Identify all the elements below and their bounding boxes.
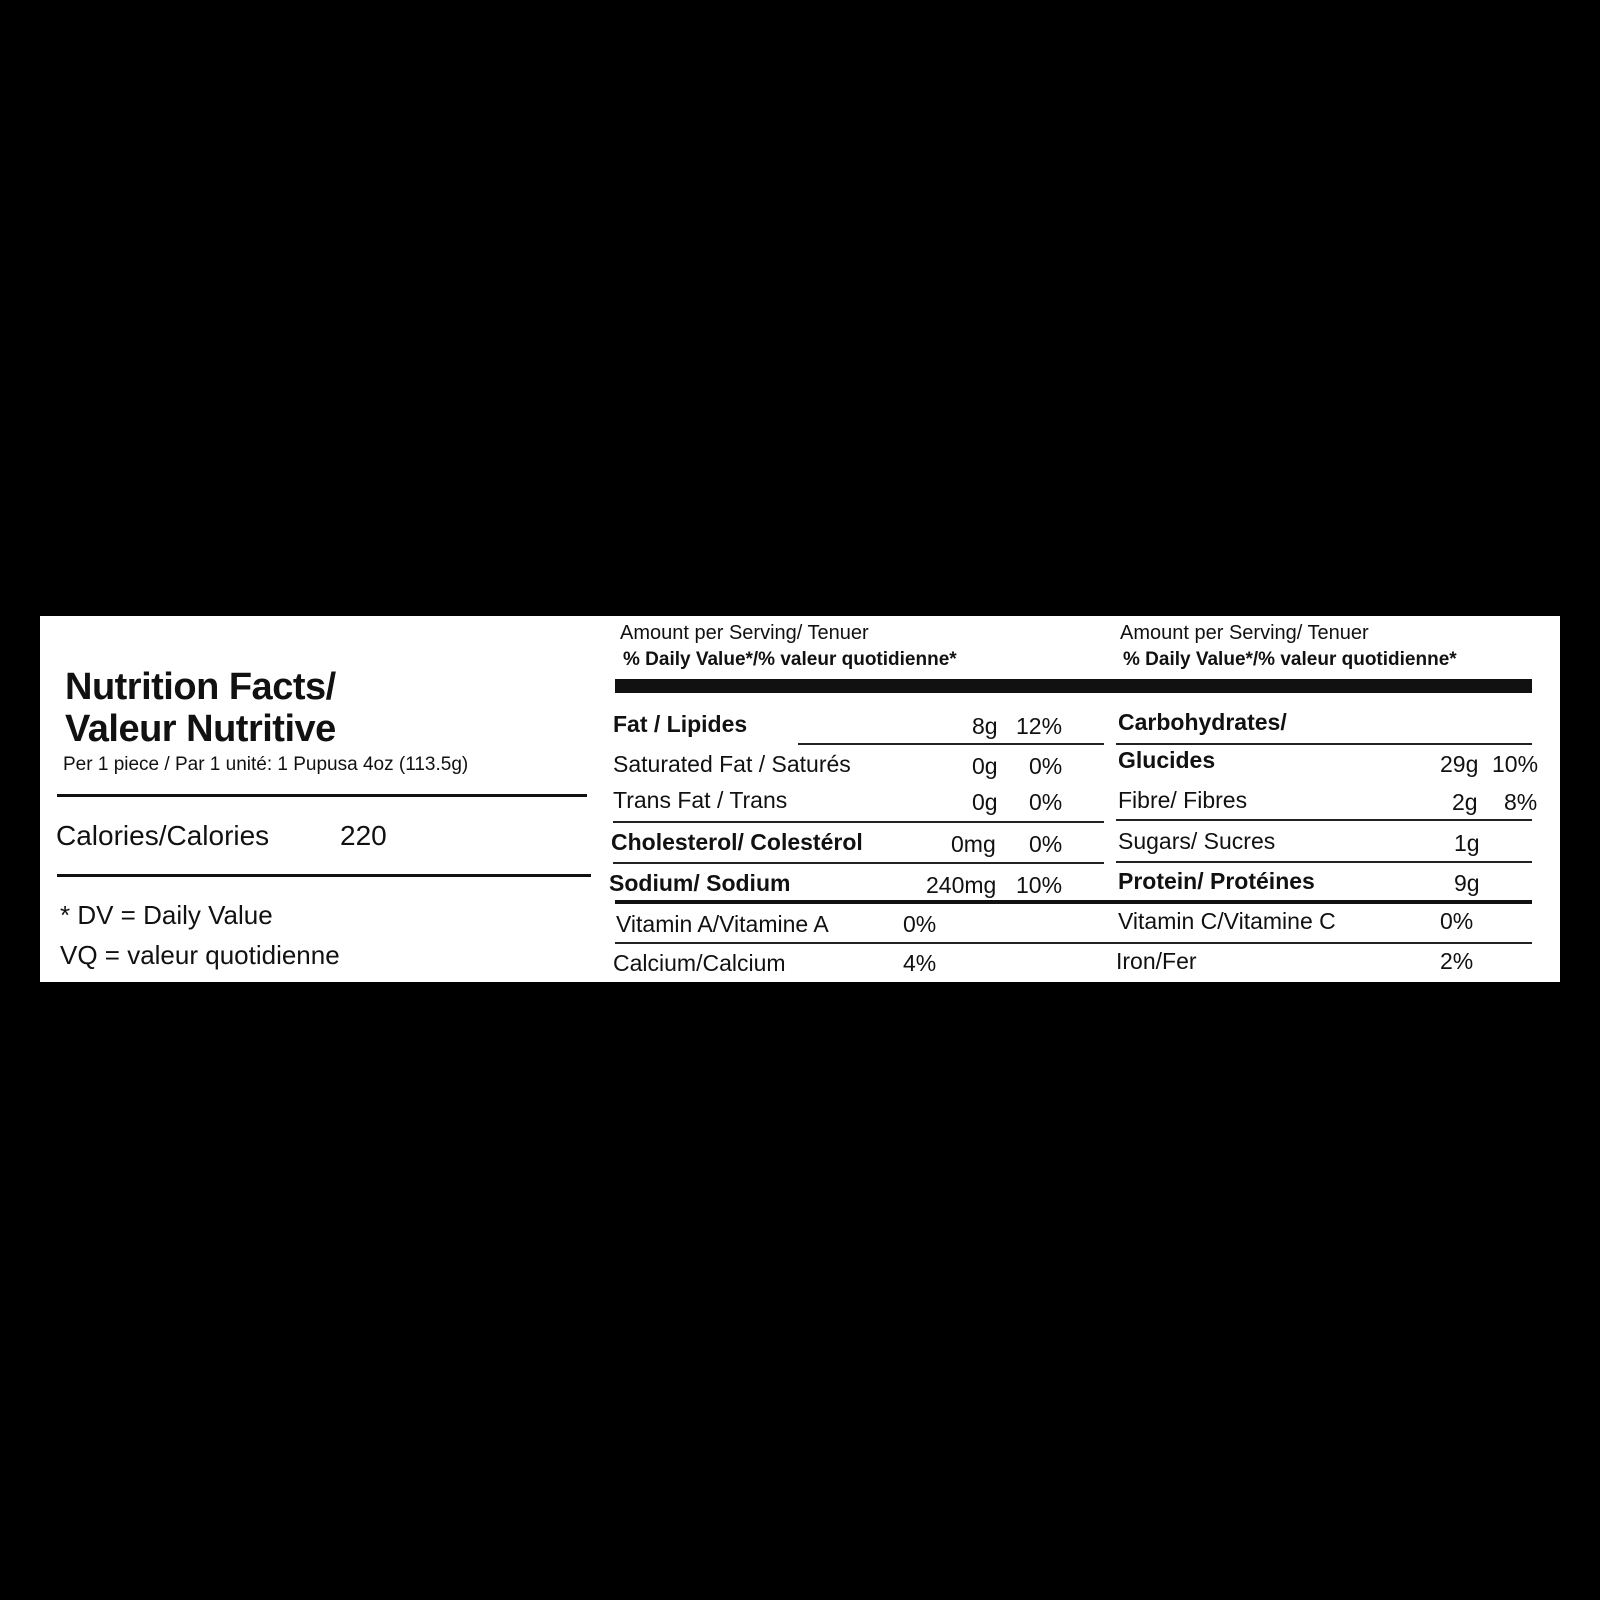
vitamin-label: Vitamin C/Vitamine C xyxy=(1118,908,1336,934)
nutrient-dv: 0% xyxy=(1029,789,1063,815)
vitamin-label: Iron/Fer xyxy=(1116,948,1197,974)
nutrient-dv: 0% xyxy=(1029,753,1063,779)
divider xyxy=(1116,819,1532,821)
footnote-dv: * DV = Daily Value xyxy=(60,900,273,930)
nutrient-amount: 29g xyxy=(1440,751,1479,777)
thick-header-bar xyxy=(615,679,1532,693)
nutrient-dv: 10% xyxy=(1492,751,1539,777)
nutrient-amount: 9g xyxy=(1454,870,1480,896)
title-english: Nutrition Facts/ xyxy=(65,666,336,708)
footnote-vq: VQ = valeur quotidienne xyxy=(60,940,340,970)
serving-size: Per 1 piece / Par 1 unité: 1 Pupusa 4oz (113.5g) xyxy=(63,754,469,775)
divider xyxy=(1116,861,1532,863)
nutrient-amount: 8g xyxy=(972,713,998,739)
divider xyxy=(57,874,591,877)
nutrient-dv: 12% xyxy=(1016,713,1063,739)
thick-divider xyxy=(615,900,1532,904)
vitamin-dv: 0% xyxy=(903,911,937,937)
title-french: Valeur Nutritive xyxy=(65,708,336,750)
nutrient-label: Carbohydrates/ xyxy=(1118,709,1287,735)
nutrient-label: Sugars/ Sucres xyxy=(1118,828,1276,854)
nutrient-dv: 8% xyxy=(1504,789,1538,815)
nutrient-label: Fat / Lipides xyxy=(613,711,748,737)
vitamin-label: Vitamin A/Vitamine A xyxy=(616,911,829,937)
divider xyxy=(57,794,587,797)
dv-header: % Daily Value*/% valeur quotidienne* xyxy=(1123,649,1457,670)
nutrient-label: Protein/ Protéines xyxy=(1118,868,1315,894)
vitamin-label: Calcium/Calcium xyxy=(613,950,786,976)
nutrition-label xyxy=(40,616,1560,982)
nutrient-amount: 2g xyxy=(1452,789,1478,815)
amount-header: Amount per Serving/ Tenuer xyxy=(620,622,869,644)
nutrient-label: Glucides xyxy=(1118,747,1216,773)
divider xyxy=(615,942,1532,944)
nutrient-amount: 0g xyxy=(972,753,998,779)
divider xyxy=(613,821,1104,823)
calories-label: Calories/Calories xyxy=(56,820,270,851)
nutrient-label: Trans Fat / Trans xyxy=(613,787,788,813)
calories-value: 220 xyxy=(340,820,387,851)
vitamin-dv: 0% xyxy=(1440,908,1474,934)
nutrient-amount: 0g xyxy=(972,789,998,815)
dv-header: % Daily Value*/% valeur quotidienne* xyxy=(623,649,957,670)
nutrient-dv: 10% xyxy=(1016,872,1063,898)
divider xyxy=(1116,743,1532,745)
vitamin-dv: 4% xyxy=(903,950,937,976)
divider xyxy=(798,743,1104,745)
nutrient-label: Sodium/ Sodium xyxy=(609,870,791,896)
nutrient-dv: 0% xyxy=(1029,831,1063,857)
nutrient-amount: 240mg xyxy=(926,872,997,898)
nutrient-amount: 1g xyxy=(1454,830,1480,856)
divider xyxy=(613,862,1104,864)
nutrient-amount: 0mg xyxy=(951,831,996,857)
nutrient-label: Saturated Fat / Saturés xyxy=(613,751,851,777)
vitamin-dv: 2% xyxy=(1440,948,1474,974)
nutrient-label: Cholesterol/ Colestérol xyxy=(611,829,863,855)
nutrient-label: Fibre/ Fibres xyxy=(1118,787,1248,813)
amount-header: Amount per Serving/ Tenuer xyxy=(1120,622,1369,644)
